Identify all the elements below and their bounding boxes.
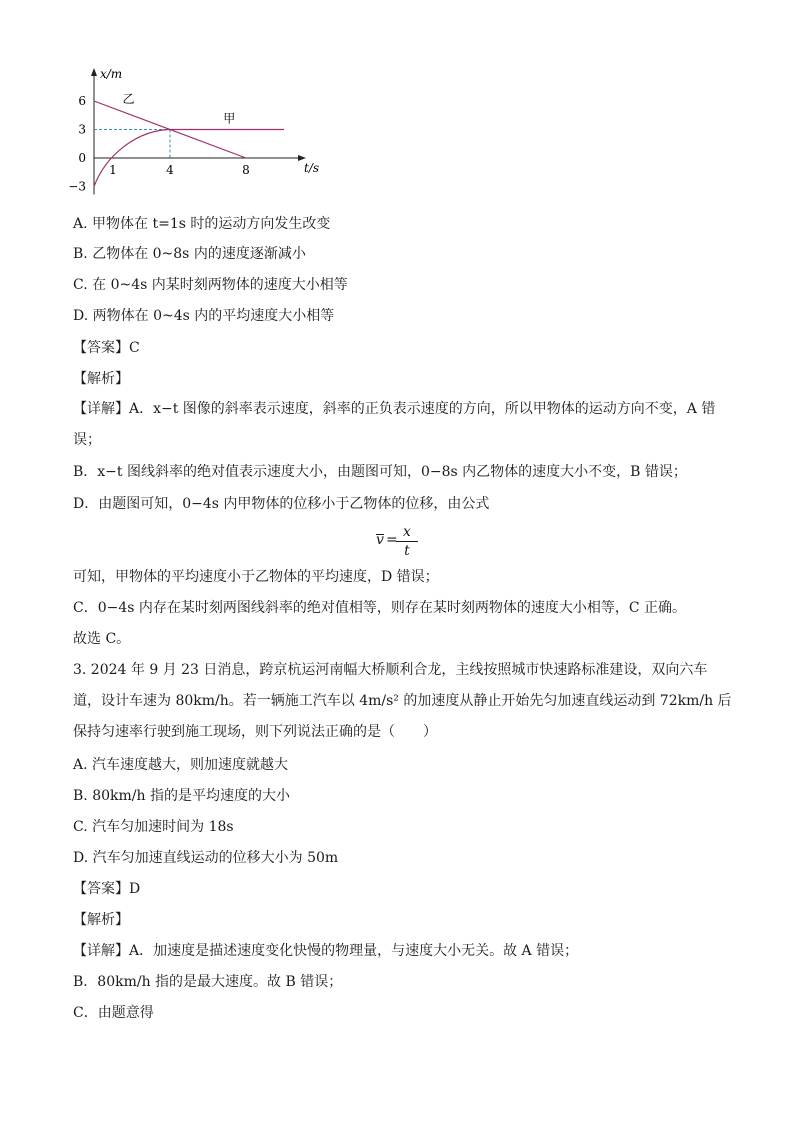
- q3-detail-c: C．由题意得: [73, 1005, 154, 1021]
- q2-detail-d-cont: 可知，甲物体的平均速度小于乙物体的平均速度，D 错误；: [73, 569, 439, 585]
- formula-fraction: [396, 524, 418, 559]
- formula-v-bar: v: [376, 532, 384, 548]
- y-tick-label: 0: [78, 151, 86, 165]
- q2-option-b: B. 乙物体在 0~8s 内的速度逐渐减小: [73, 246, 306, 262]
- y-tick-label: 6: [78, 94, 86, 108]
- q2-option-d: D. 两物体在 0~4s 内的平均速度大小相等: [73, 308, 335, 324]
- q3-detail-a: 【详解】A．加速度是描述速度变化快慢的物理量，与速度大小无关。故 A 错误；: [73, 943, 579, 959]
- series-yi-label: 乙: [122, 92, 135, 106]
- x-tick-label: 4: [166, 163, 174, 177]
- q3-option-d: D. 汽车匀加速直线运动的位移大小为 50m: [73, 850, 339, 866]
- q3-option-c: C. 汽车匀加速时间为 18s: [73, 819, 234, 835]
- y-axis-label: x/m: [100, 67, 123, 81]
- x-t-graph-svg: [56, 62, 320, 200]
- q2-detail-b: B．x−t 图线斜率的绝对值表示速度大小，由题图可知，0−8s 内乙物体的速度大小不变，B 错误；: [73, 464, 687, 480]
- q3-analysis-label: 【解析】: [73, 912, 129, 928]
- q2-option-a: A. 甲物体在 t=1s 时的运动方向发生改变: [73, 216, 331, 232]
- x-tick-label: 8: [242, 163, 250, 177]
- x-t-graph: [56, 62, 320, 200]
- series-jia-label: 甲: [223, 111, 236, 126]
- q3-stem: 3. 2024 年 9 月 23 日消息，跨京杭运河南幅大桥顺利合龙，主线按照城市快速路标准建设，双向六车道，设计车速为 80km/h。若一辆施工汽车以 4m/s² 的加速度从静止开始先匀加速直线运动到 72km/h 后保持匀速率行驶到施工现场，则下列说法正确的是（ ）: [73, 662, 732, 740]
- q2-detail-c: C．0−4s 内存在某时刻两图线斜率的绝对值相等，则存在某时刻两物体的速度大小相等，C 正确。: [73, 600, 687, 616]
- q2-option-c: C. 在 0~4s 内某时刻两物体的速度大小相等: [73, 277, 348, 293]
- average-velocity-formula: [376, 524, 436, 564]
- y-tick-label: 3: [78, 122, 86, 137]
- q3-answer: 【答案】D: [73, 881, 141, 897]
- fraction-bar: [396, 541, 418, 542]
- q2-detail-d: D．由题图可知，0−4s 内甲物体的位移小于乙物体的位移，由公式: [73, 496, 490, 512]
- formula-equals: =: [386, 532, 398, 548]
- q3-option-a: A. 汽车速度越大，则加速度就越大: [73, 757, 289, 773]
- q2-detail-a: 【详解】A．x−t 图像的斜率表示速度，斜率的正负表示速度的方向，所以甲物体的运动方向不变，A 错误；: [73, 401, 716, 448]
- x-axis-label: t/s: [304, 161, 320, 175]
- x-tick-label: 1: [109, 163, 117, 177]
- formula-numerator: x: [403, 524, 411, 540]
- q3-detail-b: B．80km/h 指的是最大速度。故 B 错误；: [73, 974, 343, 990]
- y-tick-label: −3: [68, 179, 86, 194]
- formula-denominator: t: [404, 543, 410, 559]
- q2-analysis-label: 【解析】: [73, 371, 129, 387]
- q3-option-b: B. 80km/h 指的是平均速度的大小: [73, 788, 290, 804]
- y-axis-arrow: [91, 68, 97, 76]
- q2-conclusion: 故选 C。: [73, 631, 131, 647]
- q2-answer: 【答案】C: [73, 340, 140, 356]
